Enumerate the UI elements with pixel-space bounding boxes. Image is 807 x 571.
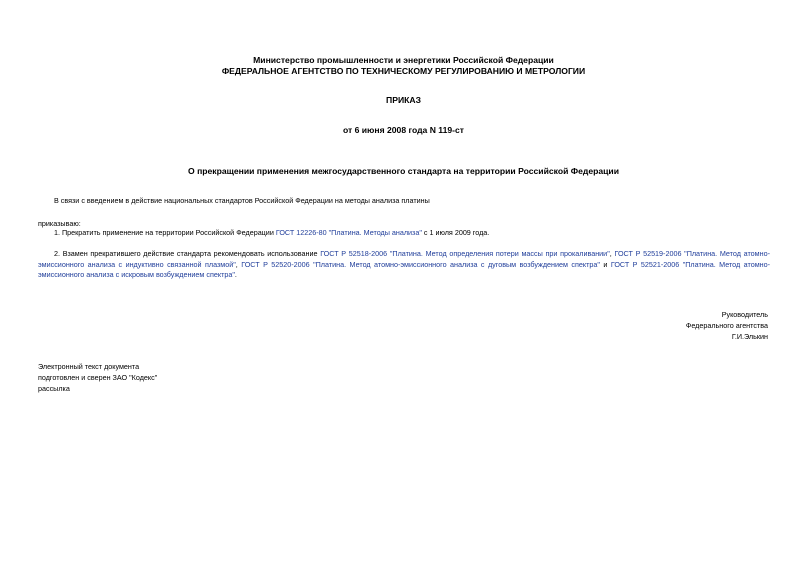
item1-suffix: с 1 июля 2009 года. bbox=[421, 228, 490, 237]
document-type: ПРИКАЗ bbox=[386, 95, 421, 105]
order-item-1 bbox=[54, 228, 489, 238]
gost-r-52519-2006-link[interactable]: ГОСТ Р 52519-2006 "Платина. Метод атомно-эмиссионного анализа с индуктивно связанной плазмой" bbox=[38, 249, 770, 269]
ministry-name: Министерство промышленности и энергетики Российской Федерации bbox=[253, 55, 554, 65]
gost-r-52520-2006-link[interactable]: ГОСТ Р 52520-2006 "Платина. Метод атомно-эмиссионного анализа с дуговым возбуждением спектра" bbox=[241, 259, 600, 269]
item2-separator-2: , bbox=[235, 259, 242, 269]
item2-suffix: . bbox=[234, 270, 237, 279]
item2-separator-3: и bbox=[599, 259, 611, 269]
gost-r-52518-2006-link[interactable]: ГОСТ Р 52518-2006 "Платина. Метод определения потери массы при прокаливании" bbox=[320, 249, 610, 258]
order-word: приказываю: bbox=[38, 219, 81, 228]
agency-name: ФЕДЕРАЛЬНОЕ АГЕНТСТВО ПО ТЕХНИЧЕСКОМУ РЕГУЛИРОВАНИЮ И МЕТРОЛОГИИ bbox=[221, 66, 586, 76]
footer-line-3: рассылка bbox=[38, 384, 70, 393]
item2-separator-1: , bbox=[609, 249, 615, 258]
footer-line-1: Электронный текст документа bbox=[38, 362, 140, 371]
item2-prefix: 2. Взамен прекратившего действие стандарта рекомендовать использование bbox=[54, 249, 321, 258]
gost-12226-80-link[interactable]: ГОСТ 12226-80 "Платина. Методы анализа" bbox=[275, 228, 422, 237]
item1-prefix: 1. Прекратить применение на территории Российской Федерации bbox=[54, 228, 276, 237]
gost-r-52521-2006-link[interactable]: ГОСТ Р 52521-2006 "Платина. Метод атомно-эмиссионного анализа с искровым возбуждением спектра" bbox=[38, 259, 770, 279]
signature-title: Руководитель bbox=[721, 310, 768, 319]
document-subject: О прекращении применения межгосударственного стандарта на территории Российской Федерации bbox=[188, 166, 619, 176]
signature-agency: Федерального агентства bbox=[685, 321, 768, 330]
signature-name: Г.И.Элькин bbox=[731, 332, 768, 341]
footer-line-2: подготовлен и сверен ЗАО "Кодекс" bbox=[38, 373, 158, 382]
order-item-2 bbox=[38, 249, 770, 281]
intro-paragraph: В связи с введением в действие национальных стандартов Российской Федерации на методы анализа платины bbox=[54, 196, 430, 205]
document-date-number: от 6 июня 2008 года N 119-ст bbox=[342, 125, 465, 135]
